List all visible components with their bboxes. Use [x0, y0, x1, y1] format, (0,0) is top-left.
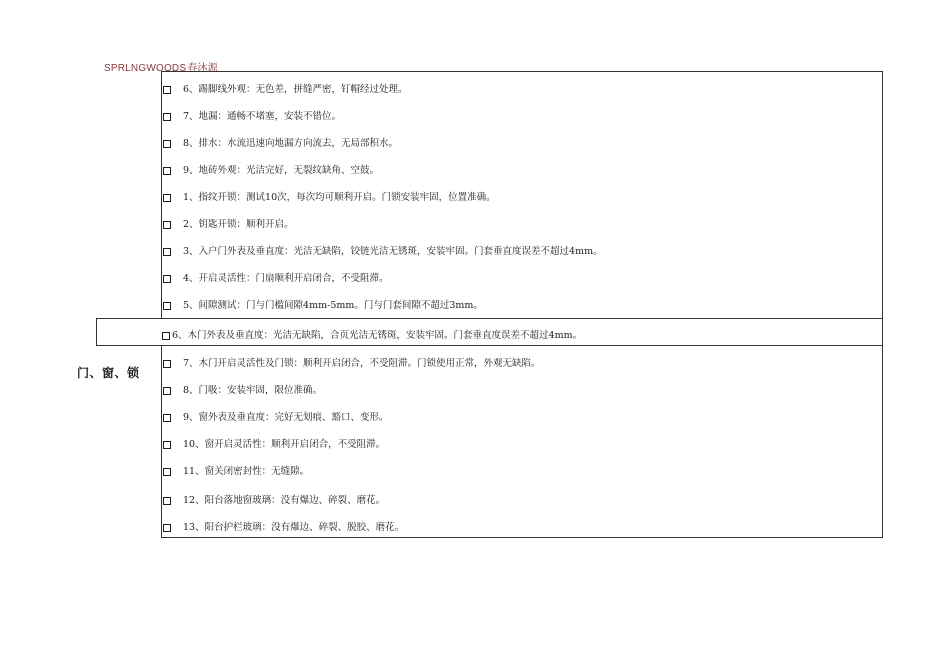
checkbox-icon[interactable] — [163, 86, 171, 94]
checkbox-icon[interactable] — [163, 113, 171, 121]
checklist-item[interactable] — [163, 191, 496, 205]
checklist-item[interactable] — [163, 438, 385, 452]
checkbox-icon[interactable] — [163, 221, 171, 229]
checkbox-icon[interactable] — [163, 167, 171, 175]
checkbox-icon[interactable] — [163, 524, 171, 532]
checklist-item[interactable] — [163, 137, 398, 151]
checkbox-icon[interactable] — [163, 302, 171, 310]
checkbox-icon[interactable] — [163, 497, 171, 505]
item-text: 8、排水：水流迅速向地漏方向流去，无局部积水。 — [183, 138, 399, 149]
item-text: 5、间隙测试：门与门槛间隙4mm-5mm。门与门套间隙不超过3mm。 — [183, 300, 483, 311]
checklist-item[interactable] — [163, 110, 341, 124]
item-text: 6、木门外表及垂直度：光洁无缺陷，合页光洁无锈斑，安装牢固。门套垂直度误差不超过4mm。 — [172, 330, 583, 341]
item-text: 7、木门开启灵活性及门锁：顺利开启闭合，不受阻滞。门锁使用正常，外观无缺陷。 — [183, 358, 541, 369]
item-text: 12、阳台落地窗玻璃：没有爆边、碎裂、磨花。 — [183, 495, 386, 506]
item-text: 2、钥匙开锁：顺利开启。 — [183, 219, 294, 230]
item-text: 10、窗开启灵活性：顺利开启闭合，不受阻滞。 — [183, 439, 386, 450]
item-text: 9、窗外表及垂直度：完好无划痕、豁口、变形。 — [183, 412, 389, 423]
checklist-item[interactable] — [162, 329, 582, 343]
checkbox-icon[interactable] — [163, 275, 171, 283]
item-text: 9、地砖外观：光洁完好，无裂纹缺角、空鼓。 — [183, 165, 380, 176]
checklist-item[interactable] — [163, 245, 603, 259]
item-text: 11、窗关闭密封性：无缝隙。 — [183, 466, 310, 477]
checklist-item[interactable] — [163, 494, 385, 508]
item-text: 13、阳台护栏玻璃：没有爆边、碎裂、脱胶、磨花。 — [183, 522, 405, 533]
checklist-item[interactable] — [163, 384, 322, 398]
brand-latin: SPRLNGWOODS — [104, 63, 187, 74]
checkbox-icon[interactable] — [163, 248, 171, 256]
item-text: 1、指纹开锁：测试10次，每次均可顺利开启。门锁安装牢固，位置准确。 — [183, 192, 496, 203]
checkbox-icon[interactable] — [163, 140, 171, 148]
item-text: 3、入户门外表及垂直度：光洁无缺陷，铰链光洁无锈斑，安装牢固。门套垂直度误差不超过4mm。 — [183, 246, 603, 257]
checkbox-icon[interactable] — [163, 468, 171, 476]
checkbox-icon[interactable] — [163, 387, 171, 395]
checkbox-icon[interactable] — [162, 332, 170, 340]
item-text: 4、开启灵活性：门扇顺利开启闭合，不受阻滞。 — [183, 273, 389, 284]
checkbox-icon[interactable] — [163, 360, 171, 368]
item-text: 7、地漏：通畅不堵塞，安装不错位。 — [183, 111, 342, 122]
checklist-item[interactable] — [163, 299, 483, 313]
checklist-item[interactable] — [163, 411, 389, 425]
checklist-item[interactable] — [163, 272, 389, 286]
checklist-item[interactable] — [163, 218, 294, 232]
checklist-item[interactable] — [163, 357, 541, 371]
checklist-item[interactable] — [163, 83, 408, 97]
checklist-item[interactable] — [163, 521, 404, 535]
checklist-item[interactable] — [163, 465, 309, 479]
category-label: 门、窗、锁 — [77, 366, 140, 380]
item-text: 6、踢脚线外观：无色差，拼缝严密，钉帽经过处理。 — [183, 84, 408, 95]
checkbox-icon[interactable] — [163, 194, 171, 202]
item-text: 8、门吸：安装牢固，限位准确。 — [183, 385, 323, 396]
checkbox-icon[interactable] — [163, 414, 171, 422]
brand-chinese: 春沐源 — [187, 63, 218, 74]
checklist-item[interactable] — [163, 164, 379, 178]
checkbox-icon[interactable] — [163, 441, 171, 449]
